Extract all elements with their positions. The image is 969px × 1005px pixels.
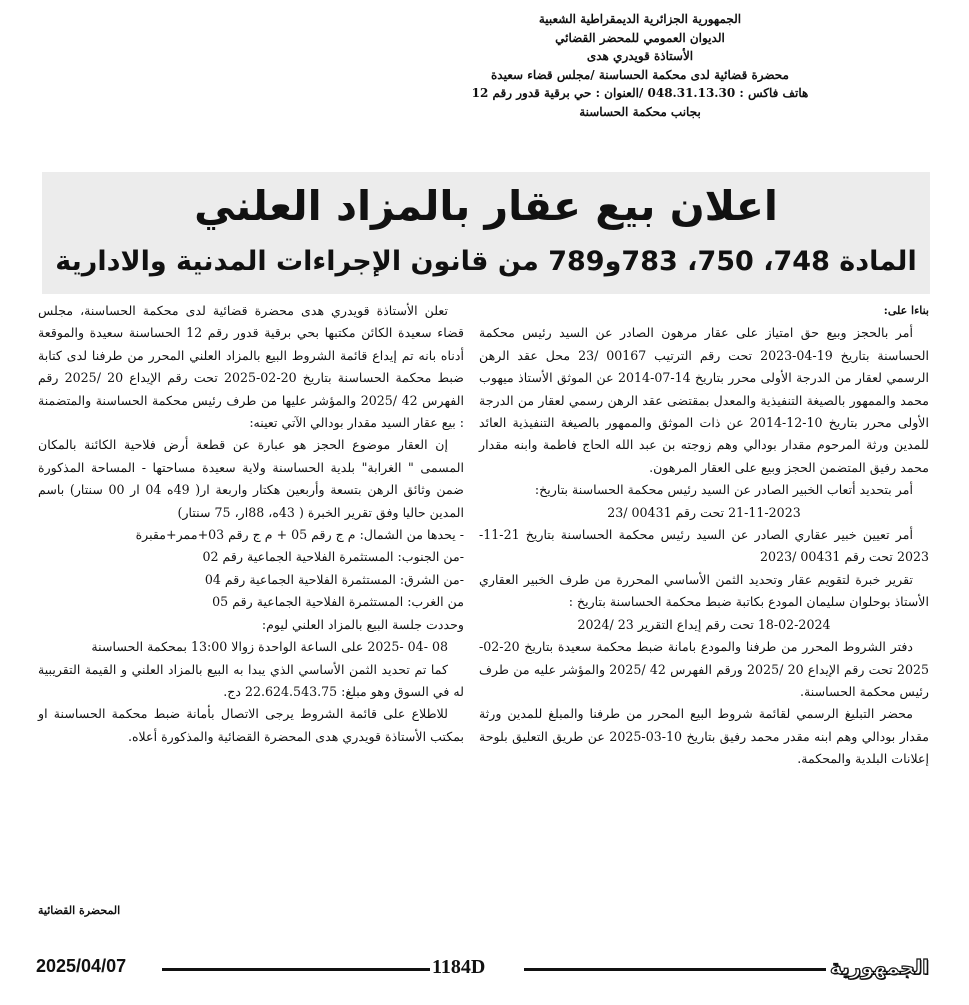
paragraph: تعلن الأستاذة قويدري هدى محضرة قضائية لدى محكمة الحساسنة، مجلس قضاء سعيدة الكائن مكتبها بحي برقية قدور رقم 12 الحساسنة سعيدة والموقعة أدناه بانه تم إيداع قائمة الشروط البيع بالمزاد العلني المحرر من طرفنا لدى كتابة ضبط محكمة الحساسنة بتاريخ 20-02-2025 تحت رقم الإيداع 20 /2025 رقم الفهرس 42 /2025 والمؤشر عليها من طرف رئيس محكمة الحساسنة والمتضمنة : بيع عقار السيد مقدار بودالي الآتي تعينه: xyxy=(38,303,465,431)
column-heading: بناءا على: xyxy=(883,304,929,317)
letterhead-line: الديوان العمومي للمحضر القضائي xyxy=(555,30,725,45)
boundary-line: -من الجنوب: المستثمرة الفلاحية الجماعية رقم 02 xyxy=(202,549,464,565)
boundary-line: - يحدها من الشمال: م ج رقم 05 + م ج رقم 03+ممر+مقبرة xyxy=(135,527,464,543)
right-column xyxy=(479,300,929,771)
issue-date: 2025/04/07 xyxy=(36,956,127,976)
boundary-line: من الغرب: المستثمرة الفلاحية الجماعية رقم 05 xyxy=(212,594,464,610)
notice-subtitle: المادة 748، 750، 783و789 من قانون الإجراءات المدنية والادارية xyxy=(55,246,917,277)
letterhead-line: الجمهورية الجزائرية الديمقراطية الشعبية xyxy=(538,12,742,26)
reference-line: 18-02-2024 تحت رقم إيداع التقرير 23 /2024 xyxy=(577,616,831,632)
paragraph: محضر التبليغ الرسمي لقائمة شروط البيع المحرر من طرفنا والمبلغ للمدين ورثة مقدار بودالي وهم ابنه مقدر محمد رفيق بتاريخ 10-03-2025 عن طريق التعليق بلوحة إعلانات البلدية والمحكمة. xyxy=(479,706,929,767)
letterhead-line: الأستاذة قويدري هدى xyxy=(586,49,694,63)
boundary-line: -من الشرق: المستثمرة الفلاحية الجماعية رقم 04 xyxy=(204,571,464,587)
page-number: 1184D xyxy=(432,956,486,978)
paragraph: كما تم تحديد الثمن الأساسي الذي يبدا به البيع بالمزاد العلني و القيمة التقريبية له في السوق وهو مبلغ: 22.624.543.75 دج. xyxy=(38,661,464,699)
notice-title: اعلان بيع عقار بالمزاد العلني xyxy=(194,182,778,230)
paragraph: أمر تعيين خبير عقاري الصادر عن السيد رئيس محكمة الحساسنة بتاريخ 21-11-2023 تحت رقم 00431 /2023 xyxy=(479,527,929,565)
paragraph: للاطلاع على قائمة الشروط يرجى الاتصال بأمانة ضبط محكمة الحساسنة او بمكتب الأستاذة قويدري هدى المحضرة القضائية والمذكورة أعلاه. xyxy=(38,706,464,744)
signature-label: المحضرة القضائية xyxy=(38,904,121,917)
paragraph: إن العقار موضوع الحجز هو عبارة عن قطعة أرض فلاحية الكائنة بالمكان المسمى " الغرابة" بلدية الحساسنة ولاية سعيدة مساحتها - المساحة المذكورة ضمن وثائق الرهن بتسعة وأربعين هكتار واربعة ار( 49ه 04 ار 00 سنتار) باسم المدين حاليا وفق تقرير الخبرة ( 43ه، 88ار، 75 سنتار) xyxy=(38,437,464,520)
paragraph: تقرير خبرة لتقويم عقار وتحديد الثمن الأساسي المحررة من طرف الخبير العقاري الأستاذ بوحلوان سليمان المودع بكاتبة ضبط محكمة الحساسنة بتاريخ : xyxy=(479,571,929,610)
paragraph: أمر بالحجز وبيع حق امتياز على عقار مرهون الصادر عن السيد رئيس محكمة الحساسنة بتاريخ 19-04-2023 تحت رقم الترتيب 00167 /23 محل عقد الرهن الرسمي لعقار من الدرجة الأولى محرر بتاريخ 14-07-2014 عن الموثق الأستاذ ميهوب محمد والممهور بالصيغة التنفيذية والمعدل بمقتضى عقد الرهن رسمي لعقار من الدرجة الأولى محرر بتاريخ 10-12-2014 عن ذات الموثق والممهور بالصيغة التنفيذية العائد للمدين ورثة المرحوم مقدار بودالي وهم زوجته بن عبد الله الحاج فاطمة وابنه مقدار محمد رفيق المتضمن الحجز وبيع على العقار المرهون. xyxy=(479,325,929,475)
footer-rule-right xyxy=(524,968,826,971)
letterhead-line: هاتف فاكس : 048.31.13.30 /العنوان : حي برقية قدور رقم 12 xyxy=(471,86,809,100)
auction-date: 08 -04 -2025 على الساعة الواحدة زوالا 13:00 بمحكمة الحساسنة xyxy=(91,639,448,655)
reference-line: 21-11-2023 تحت رقم 00431 /23 xyxy=(607,504,801,520)
letterhead-line: محضرة قضائية لدى محكمة الحساسنة /مجلس قضاء سعيدة xyxy=(491,67,789,82)
footer-rule-left xyxy=(162,968,430,971)
newspaper-logo: الجمهورية xyxy=(829,955,929,979)
paragraph: وحددت جلسة البيع بالمزاد العلني ليوم: xyxy=(261,616,464,632)
paragraph: أمر بتحديد أتعاب الخبير الصادر عن السيد رئيس محكمة الحساسنة بتاريخ: xyxy=(534,482,913,498)
left-column xyxy=(38,300,464,748)
paragraph: دفتر الشروط المحرر من طرفنا والمودع بامانة ضبط محكمة سعيدة بتاريخ 20-02-2025 تحت رقم الإيداع 20 /2025 ورقم الفهرس 42 /2025 والمؤشر عليه من طرف رئيس محكمة الحساسنة. xyxy=(479,639,929,699)
letterhead-line: بجانب محكمة الحساسنة xyxy=(579,104,701,119)
letterhead xyxy=(370,10,910,121)
